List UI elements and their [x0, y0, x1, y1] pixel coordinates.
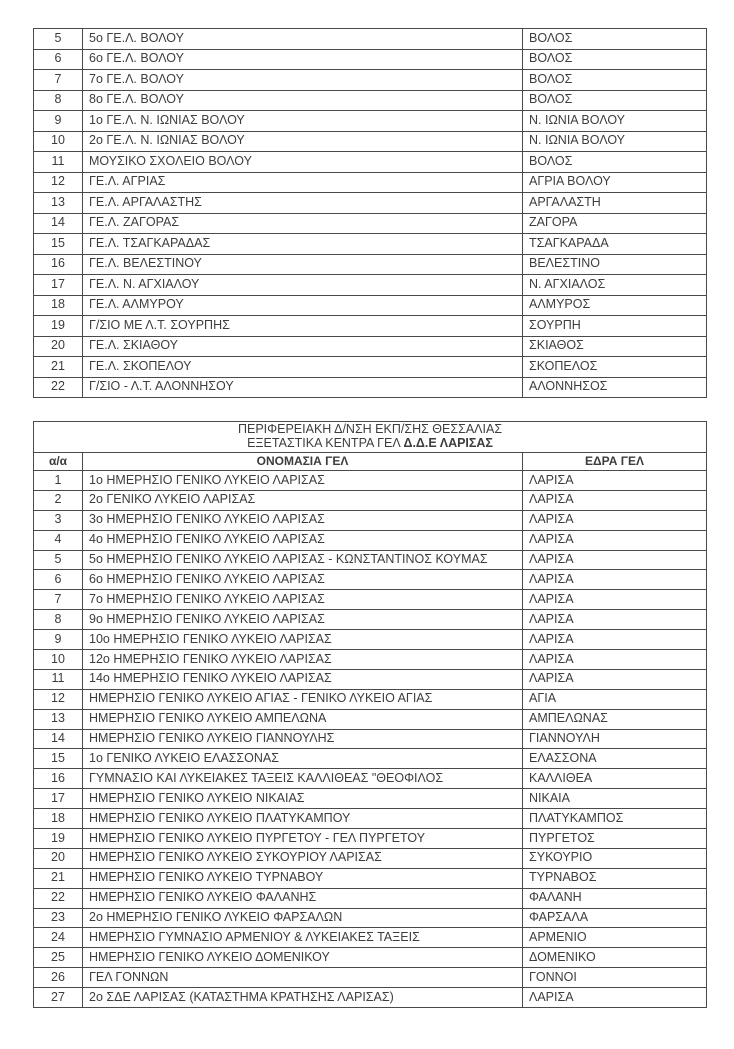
row-number-cell: 23	[34, 908, 83, 928]
table-row	[34, 172, 707, 193]
school-name-cell: 1ο ΗΜΕΡΗΣΙΟ ΓΕΝΙΚΟ ΛΥΚΕΙΟ ΛΑΡΙΣΑΣ	[83, 471, 523, 491]
table-row	[34, 570, 707, 590]
table-row	[34, 152, 707, 173]
seat-cell: ΣΟΥΡΠΗ	[523, 316, 707, 337]
table-row	[34, 550, 707, 570]
row-number-cell: 22	[34, 888, 83, 908]
table-row	[34, 70, 707, 91]
seat-cell: ΤΣΑΓΚΑΡΑΔΑ	[523, 234, 707, 255]
seat-cell: ΑΜΠΕΛΩΝΑΣ	[523, 709, 707, 729]
school-name-cell: 5ο ΓΕ.Λ. ΒΟΛΟΥ	[83, 29, 523, 50]
school-name-cell: 2ο ΓΕΝΙΚΟ ΛΥΚΕΙΟ ΛΑΡΙΣΑΣ	[83, 490, 523, 510]
school-name-cell: ΓΕ.Λ. ΑΛΜΥΡΟΥ	[83, 295, 523, 316]
table-row	[34, 709, 707, 729]
exam-centers-table-magnesia	[33, 28, 707, 398]
table-magnesia-body	[34, 29, 707, 398]
school-name-cell: 14ο ΗΜΕΡΗΣΙΟ ΓΕΝΙΚΟ ΛΥΚΕΙΟ ΛΑΡΙΣΑΣ	[83, 669, 523, 689]
school-name-cell: 1ο ΓΕ.Λ. Ν. ΙΩΝΙΑΣ ΒΟΛΟΥ	[83, 111, 523, 132]
row-number-cell: 27	[34, 988, 83, 1008]
school-name-cell: ΗΜΕΡΗΣΙΟ ΓΕΝΙΚΟ ΛΥΚΕΙΟ ΔΟΜΕΝΙΚΟΥ	[83, 948, 523, 968]
seat-cell: ΛΑΡΙΣΑ	[523, 570, 707, 590]
row-number-cell: 18	[34, 809, 83, 829]
table-title-line2	[40, 437, 700, 451]
school-name-cell: 6ο ΓΕ.Λ. ΒΟΛΟΥ	[83, 49, 523, 70]
seat-cell: ΒΟΛΟΣ	[523, 49, 707, 70]
seat-cell: ΦΑΛΑΝΗ	[523, 888, 707, 908]
row-number-cell: 20	[34, 336, 83, 357]
seat-cell: ΛΑΡΙΣΑ	[523, 590, 707, 610]
table-row	[34, 848, 707, 868]
table-title-line2-regular: ΕΞΕΤΑΣΤΙΚΑ ΚΕΝΤΡΑ ΓΕΛ	[247, 435, 404, 450]
school-name-cell: ΓΕΛ ΓΟΝΝΩΝ	[83, 968, 523, 988]
row-number-cell: 22	[34, 377, 83, 398]
seat-cell: ΝΙΚΑΙΑ	[523, 789, 707, 809]
school-name-cell: ΓΕ.Λ. ΒΕΛΕΣΤΙΝΟΥ	[83, 254, 523, 275]
school-name-cell: 10ο ΗΜΕΡΗΣΙΟ ΓΕΝΙΚΟ ΛΥΚΕΙΟ ΛΑΡΙΣΑΣ	[83, 630, 523, 650]
seat-cell: ΛΑΡΙΣΑ	[523, 988, 707, 1008]
row-number-cell: 8	[34, 610, 83, 630]
row-number-cell: 15	[34, 749, 83, 769]
table-row	[34, 275, 707, 296]
row-number-cell: 9	[34, 630, 83, 650]
seat-cell: ΑΛΜΥΡΟΣ	[523, 295, 707, 316]
school-name-cell: ΗΜΕΡΗΣΙΟ ΓΕΝΙΚΟ ΛΥΚΕΙΟ ΣΥΚΟΥΡΙΟΥ ΛΑΡΙΣΑΣ	[83, 848, 523, 868]
seat-cell: ΓΙΑΝΝΟΥΛΗ	[523, 729, 707, 749]
seat-cell: ΛΑΡΙΣΑ	[523, 650, 707, 670]
row-number-cell: 5	[34, 550, 83, 570]
school-name-cell: 3ο ΗΜΕΡΗΣΙΟ ΓΕΝΙΚΟ ΛΥΚΕΙΟ ΛΑΡΙΣΑΣ	[83, 510, 523, 530]
table-row	[34, 689, 707, 709]
seat-cell: ΒΟΛΟΣ	[523, 70, 707, 91]
row-number-cell: 6	[34, 570, 83, 590]
table-title-line2-bold: Δ.Δ.Ε ΛΑΡΙΣΑΣ	[403, 435, 493, 450]
seat-cell: ΑΓΙΑ	[523, 689, 707, 709]
column-header-edra: ΕΔΡΑ ΓΕΛ	[523, 452, 707, 471]
school-name-cell: ΓΕ.Λ. Ν. ΑΓΧΙΑΛΟΥ	[83, 275, 523, 296]
table-larisa	[33, 421, 707, 1008]
school-name-cell: 8ο ΓΕ.Λ. ΒΟΛΟΥ	[83, 90, 523, 111]
school-name-cell: 6ο ΗΜΕΡΗΣΙΟ ΓΕΝΙΚΟ ΛΥΚΕΙΟ ΛΑΡΙΣΑΣ	[83, 570, 523, 590]
seat-cell: ΛΑΡΙΣΑ	[523, 471, 707, 491]
table-row	[34, 29, 707, 50]
column-header-onomasia: ΟΝΟΜΑΣΙΑ ΓΕΛ	[83, 452, 523, 471]
seat-cell: ΑΛΟΝΝΗΣΟΣ	[523, 377, 707, 398]
row-number-cell: 16	[34, 769, 83, 789]
school-name-cell: 2ο ΣΔΕ ΛΑΡΙΣΑΣ (ΚΑΤΑΣΤΗΜΑ ΚΡΑΤΗΣΗΣ ΛΑΡΙΣΑΣ)	[83, 988, 523, 1008]
row-number-cell: 25	[34, 948, 83, 968]
column-header-row	[34, 452, 707, 471]
school-name-cell: 2ο ΗΜΕΡΗΣΙΟ ΓΕΝΙΚΟ ΛΥΚΕΙΟ ΦΑΡΣΑΛΩΝ	[83, 908, 523, 928]
row-number-cell: 13	[34, 193, 83, 214]
seat-cell: ΔΟΜΕΝΙΚΟ	[523, 948, 707, 968]
school-name-cell: Γ/ΣΙΟ ΜΕ Λ.Τ. ΣΟΥΡΠΗΣ	[83, 316, 523, 337]
row-number-cell: 6	[34, 49, 83, 70]
seat-cell: ΠΛΑΤΥΚΑΜΠΟΣ	[523, 809, 707, 829]
table-row	[34, 377, 707, 398]
row-number-cell: 17	[34, 789, 83, 809]
seat-cell: Ν. ΑΓΧΙΑΛΟΣ	[523, 275, 707, 296]
school-name-cell: ΗΜΕΡΗΣΙΟ ΓΕΝΙΚΟ ΛΥΚΕΙΟ ΑΜΠΕΛΩΝΑ	[83, 709, 523, 729]
table-row	[34, 530, 707, 550]
row-number-cell: 14	[34, 729, 83, 749]
seat-cell: ΒΟΛΟΣ	[523, 152, 707, 173]
school-name-cell: 12ο ΗΜΕΡΗΣΙΟ ΓΕΝΙΚΟ ΛΥΚΕΙΟ ΛΑΡΙΣΑΣ	[83, 650, 523, 670]
table-row	[34, 295, 707, 316]
row-number-cell: 7	[34, 70, 83, 91]
table-row	[34, 630, 707, 650]
school-name-cell: Γ/ΣΙΟ - Λ.Τ. ΑΛΟΝΝΗΣΟΥ	[83, 377, 523, 398]
table-row	[34, 908, 707, 928]
table-magnesia	[33, 28, 707, 398]
table-title-cell	[34, 422, 707, 453]
row-number-cell: 19	[34, 316, 83, 337]
row-number-cell: 15	[34, 234, 83, 255]
table-row	[34, 510, 707, 530]
row-number-cell: 4	[34, 530, 83, 550]
row-number-cell: 1	[34, 471, 83, 491]
row-number-cell: 7	[34, 590, 83, 610]
seat-cell: ΛΑΡΙΣΑ	[523, 610, 707, 630]
table-row	[34, 988, 707, 1008]
school-name-cell: 7ο ΓΕ.Λ. ΒΟΛΟΥ	[83, 70, 523, 91]
seat-cell: ΕΛΑΣΣΟΝΑ	[523, 749, 707, 769]
seat-cell: ΛΑΡΙΣΑ	[523, 510, 707, 530]
table-row	[34, 809, 707, 829]
table-row	[34, 316, 707, 337]
seat-cell: ΓΟΝΝΟΙ	[523, 968, 707, 988]
row-number-cell: 24	[34, 928, 83, 948]
seat-cell: ΒΕΛΕΣΤΙΝΟ	[523, 254, 707, 275]
table-row	[34, 610, 707, 630]
table-row	[34, 471, 707, 491]
row-number-cell: 26	[34, 968, 83, 988]
school-name-cell: ΗΜΕΡΗΣΙΟ ΓΕΝΙΚΟ ΛΥΚΕΙΟ ΦΑΛΑΝΗΣ	[83, 888, 523, 908]
row-number-cell: 8	[34, 90, 83, 111]
table-row	[34, 111, 707, 132]
seat-cell: ΒΟΛΟΣ	[523, 29, 707, 50]
school-name-cell: ΗΜΕΡΗΣΙΟ ΓΕΝΙΚΟ ΛΥΚΕΙΟ ΠΥΡΓΕΤΟΥ - ΓΕΛ ΠΥΡΓΕΤΟΥ	[83, 829, 523, 849]
seat-cell: ΠΥΡΓΕΤΟΣ	[523, 829, 707, 849]
table-row	[34, 789, 707, 809]
column-header-aa: α/α	[34, 452, 83, 471]
seat-cell: ΑΡΜΕΝΙΟ	[523, 928, 707, 948]
table-row	[34, 650, 707, 670]
row-number-cell: 10	[34, 131, 83, 152]
seat-cell: ΦΑΡΣΑΛΑ	[523, 908, 707, 928]
table-row	[34, 336, 707, 357]
row-number-cell: 17	[34, 275, 83, 296]
table-row	[34, 729, 707, 749]
school-name-cell: ΓΕ.Λ. ΖΑΓΟΡΑΣ	[83, 213, 523, 234]
row-number-cell: 10	[34, 650, 83, 670]
school-name-cell: ΓΕ.Λ. ΑΡΓΑΛΑΣΤΗΣ	[83, 193, 523, 214]
school-name-cell: ΗΜΕΡΗΣΙΟ ΓΥΜΝΑΣΙΟ ΑΡΜΕΝΙΟΥ & ΛΥΚΕΙΑΚΕΣ ΤΑΞΕΙΣ	[83, 928, 523, 948]
table-larisa-body	[34, 422, 707, 471]
table-row	[34, 213, 707, 234]
school-name-cell: 1ο ΓΕΝΙΚΟ ΛΥΚΕΙΟ ΕΛΑΣΣΟΝΑΣ	[83, 749, 523, 769]
row-number-cell: 13	[34, 709, 83, 729]
table-title-row	[34, 422, 707, 453]
exam-centers-table-larisa	[33, 421, 707, 1008]
seat-cell: ΒΟΛΟΣ	[523, 90, 707, 111]
table-row	[34, 49, 707, 70]
table-larisa-rows	[34, 471, 707, 1008]
seat-cell: ΣΥΚΟΥΡΙΟ	[523, 848, 707, 868]
school-name-cell: ΗΜΕΡΗΣΙΟ ΓΕΝΙΚΟ ΛΥΚΕΙΟ ΤΥΡΝΑΒΟΥ	[83, 868, 523, 888]
school-name-cell: 2ο ΓΕ.Λ. Ν. ΙΩΝΙΑΣ ΒΟΛΟΥ	[83, 131, 523, 152]
seat-cell: ΛΑΡΙΣΑ	[523, 490, 707, 510]
seat-cell: ΑΡΓΑΛΑΣΤΗ	[523, 193, 707, 214]
seat-cell: Ν. ΙΩΝΙΑ ΒΟΛΟΥ	[523, 111, 707, 132]
table-row	[34, 590, 707, 610]
row-number-cell: 21	[34, 357, 83, 378]
seat-cell: Ν. ΙΩΝΙΑ ΒΟΛΟΥ	[523, 131, 707, 152]
row-number-cell: 3	[34, 510, 83, 530]
school-name-cell: ΓΥΜΝΑΣΙΟ ΚΑΙ ΛΥΚΕΙΑΚΕΣ ΤΑΞΕΙΣ ΚΑΛΛΙΘΕΑΣ "ΘΕΟΦΙΛΟΣ	[83, 769, 523, 789]
school-name-cell: 4ο ΗΜΕΡΗΣΙΟ ΓΕΝΙΚΟ ΛΥΚΕΙΟ ΛΑΡΙΣΑΣ	[83, 530, 523, 550]
table-row	[34, 928, 707, 948]
seat-cell: ΣΚΙΑΘΟΣ	[523, 336, 707, 357]
row-number-cell: 5	[34, 29, 83, 50]
seat-cell: ΛΑΡΙΣΑ	[523, 550, 707, 570]
school-name-cell: ΓΕ.Λ. ΤΣΑΓΚΑΡΑΔΑΣ	[83, 234, 523, 255]
row-number-cell: 19	[34, 829, 83, 849]
row-number-cell: 9	[34, 111, 83, 132]
row-number-cell: 11	[34, 152, 83, 173]
row-number-cell: 14	[34, 213, 83, 234]
table-row	[34, 968, 707, 988]
row-number-cell: 12	[34, 689, 83, 709]
school-name-cell: ΓΕ.Λ. ΣΚΙΑΘΟΥ	[83, 336, 523, 357]
table-row	[34, 490, 707, 510]
school-name-cell: ΜΟΥΣΙΚΟ ΣΧΟΛΕΙΟ ΒΟΛΟΥ	[83, 152, 523, 173]
table-row	[34, 769, 707, 789]
table-row	[34, 193, 707, 214]
row-number-cell: 11	[34, 669, 83, 689]
school-name-cell: ΗΜΕΡΗΣΙΟ ΓΕΝΙΚΟ ΛΥΚΕΙΟ ΓΙΑΝΝΟΥΛΗΣ	[83, 729, 523, 749]
school-name-cell: ΗΜΕΡΗΣΙΟ ΓΕΝΙΚΟ ΛΥΚΕΙΟ ΠΛΑΤΥΚΑΜΠΟΥ	[83, 809, 523, 829]
seat-cell: ΛΑΡΙΣΑ	[523, 669, 707, 689]
row-number-cell: 20	[34, 848, 83, 868]
table-row	[34, 254, 707, 275]
school-name-cell: ΗΜΕΡΗΣΙΟ ΓΕΝΙΚΟ ΛΥΚΕΙΟ ΝΙΚΑΙΑΣ	[83, 789, 523, 809]
table-row	[34, 888, 707, 908]
table-row	[34, 90, 707, 111]
school-name-cell: ΗΜΕΡΗΣΙΟ ΓΕΝΙΚΟ ΛΥΚΕΙΟ ΑΓΙΑΣ - ΓΕΝΙΚΟ ΛΥΚΕΙΟ ΑΓΙΑΣ	[83, 689, 523, 709]
table-row	[34, 948, 707, 968]
school-name-cell: 9ο ΗΜΕΡΗΣΙΟ ΓΕΝΙΚΟ ΛΥΚΕΙΟ ΛΑΡΙΣΑΣ	[83, 610, 523, 630]
school-name-cell: 5ο ΗΜΕΡΗΣΙΟ ΓΕΝΙΚΟ ΛΥΚΕΙΟ ΛΑΡΙΣΑΣ - ΚΩΝΣΤΑΝΤΙΝΟΣ ΚΟΥΜΑΣ	[83, 550, 523, 570]
seat-cell: ΛΑΡΙΣΑ	[523, 530, 707, 550]
row-number-cell: 16	[34, 254, 83, 275]
seat-cell: ΣΚΟΠΕΛΟΣ	[523, 357, 707, 378]
school-name-cell: ΓΕ.Λ. ΣΚΟΠΕΛΟΥ	[83, 357, 523, 378]
school-name-cell: 7ο ΗΜΕΡΗΣΙΟ ΓΕΝΙΚΟ ΛΥΚΕΙΟ ΛΑΡΙΣΑΣ	[83, 590, 523, 610]
row-number-cell: 18	[34, 295, 83, 316]
row-number-cell: 21	[34, 868, 83, 888]
table-row	[34, 234, 707, 255]
school-name-cell: ΓΕ.Λ. ΑΓΡΙΑΣ	[83, 172, 523, 193]
seat-cell: ΚΑΛΛΙΘΕΑ	[523, 769, 707, 789]
seat-cell: ΛΑΡΙΣΑ	[523, 630, 707, 650]
table-row	[34, 749, 707, 769]
table-row	[34, 131, 707, 152]
table-row	[34, 868, 707, 888]
seat-cell: ΑΓΡΙΑ ΒΟΛΟΥ	[523, 172, 707, 193]
table-title-line1: ΠΕΡΙΦΕΡΕΙΑΚΗ Δ/ΝΣΗ ΕΚΠ/ΣΗΣ ΘΕΣΣΑΛΙΑΣ	[237, 422, 503, 436]
seat-cell: ΤΥΡΝΑΒΟΣ	[523, 868, 707, 888]
table-row	[34, 829, 707, 849]
seat-cell: ΖΑΓΟΡΑ	[523, 213, 707, 234]
table-row	[34, 669, 707, 689]
row-number-cell: 2	[34, 490, 83, 510]
table-row	[34, 357, 707, 378]
row-number-cell: 12	[34, 172, 83, 193]
